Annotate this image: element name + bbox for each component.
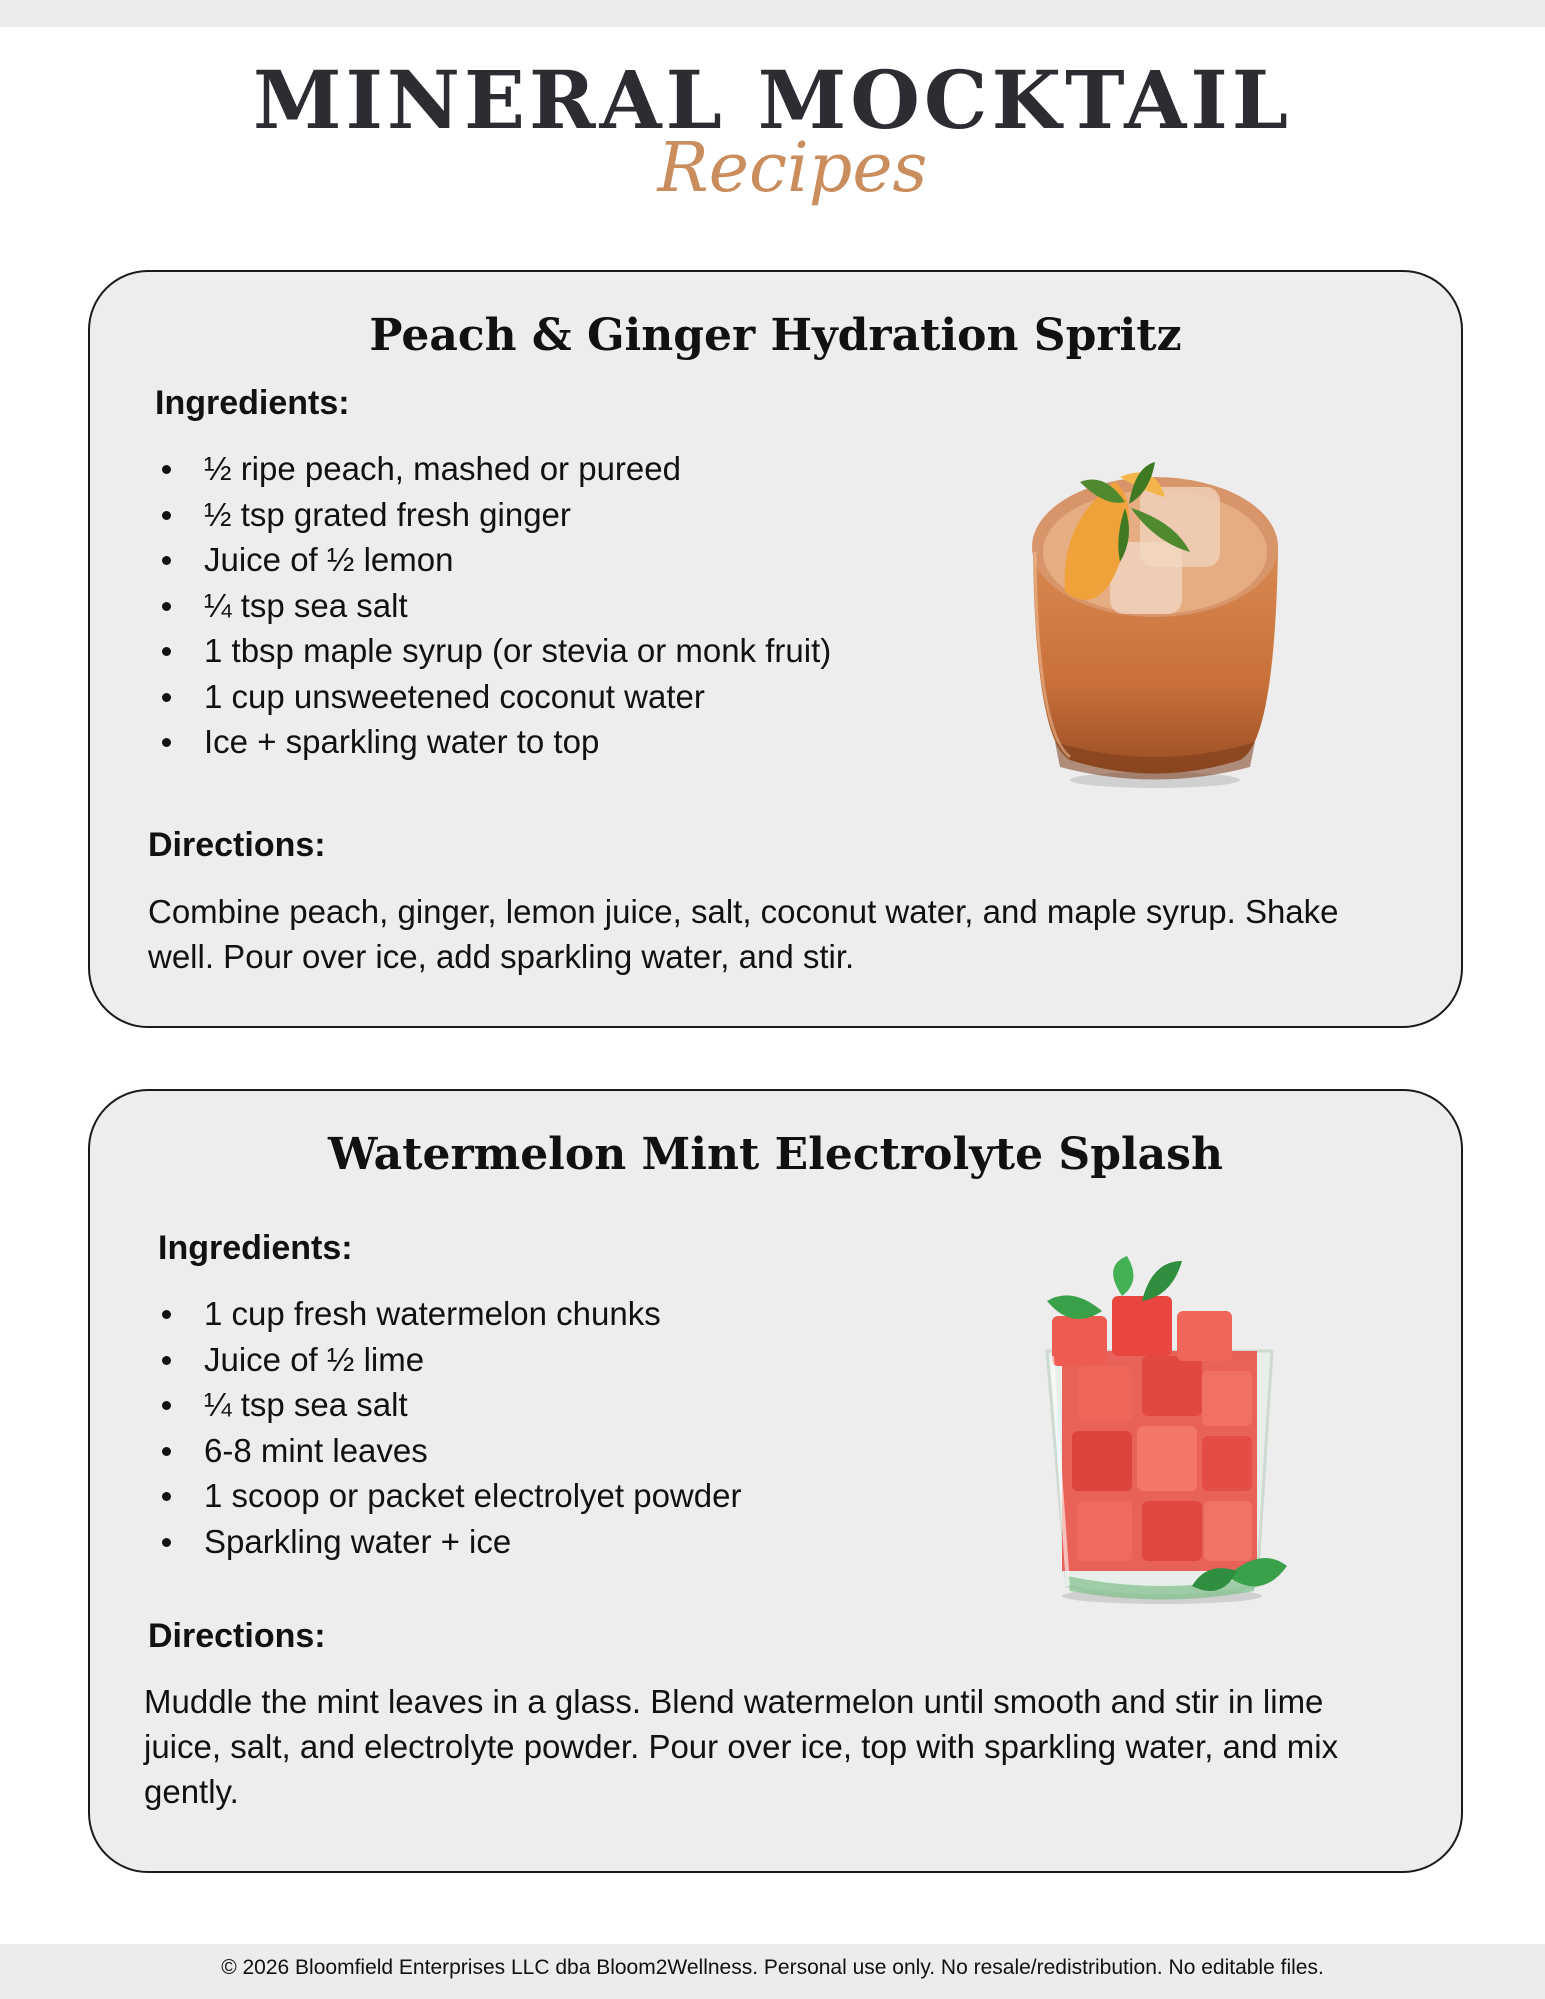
page-title: MINERAL MOCKTAIL bbox=[252, 53, 1293, 147]
ingredients-list bbox=[150, 1291, 741, 1564]
ingredient-item: Ice + sparkling water to top bbox=[150, 719, 831, 765]
directions-heading: Directions: bbox=[148, 826, 326, 864]
ingredient-item: 1 scoop or packet electrolyet powder bbox=[150, 1473, 741, 1519]
top-band bbox=[0, 0, 1545, 27]
ingredient-item: 1 tbsp maple syrup (or stevia or monk fruit) bbox=[150, 628, 831, 674]
watermelon-mocktail-image bbox=[1032, 1256, 1292, 1616]
copyright-footer: © 2026 Bloomfield Enterprises LLC dba Bloom2Wellness. Personal use only. No resale/redistribution. No editable files. bbox=[0, 1944, 1545, 1999]
recipe-card-watermelon-mint bbox=[88, 1089, 1463, 1873]
ingredient-item: ½ ripe peach, mashed or pureed bbox=[150, 446, 831, 492]
recipe-title: Watermelon Mint Electrolyte Splash bbox=[328, 1129, 1223, 1180]
ingredient-item: ¼ tsp sea salt bbox=[150, 1382, 741, 1428]
recipe-card-peach-ginger bbox=[88, 270, 1463, 1028]
page-header bbox=[0, 40, 1545, 250]
ingredient-item: 6-8 mint leaves bbox=[150, 1428, 741, 1474]
ingredients-heading: Ingredients: bbox=[158, 1229, 353, 1267]
directions-text: Muddle the mint leaves in a glass. Blend watermelon until smooth and stir in lime juice, salt, and electrolyte powder. Pour over ice, top with sparkling water, and mix gently. bbox=[144, 1683, 1339, 1810]
page-subtitle: Recipes bbox=[657, 129, 928, 208]
ingredient-item: 1 cup fresh watermelon chunks bbox=[150, 1291, 741, 1337]
ingredients-heading: Ingredients: bbox=[155, 384, 350, 422]
ingredient-item: ¼ tsp sea salt bbox=[150, 583, 831, 629]
ingredients-list bbox=[150, 446, 831, 765]
directions-text: Combine peach, ginger, lemon juice, salt, coconut water, and maple syrup. Shake well. Pour over ice, add sparkling water, and stir. bbox=[148, 893, 1339, 975]
recipe-title: Peach & Ginger Hydration Spritz bbox=[369, 310, 1182, 361]
ingredient-item: ½ tsp grated fresh ginger bbox=[150, 492, 831, 538]
ingredient-item: Sparkling water + ice bbox=[150, 1519, 741, 1565]
peach-mocktail-image bbox=[1025, 442, 1295, 792]
directions-heading: Directions: bbox=[148, 1617, 326, 1655]
ingredient-item: Juice of ½ lime bbox=[150, 1337, 741, 1383]
ingredient-item: 1 cup unsweetened coconut water bbox=[150, 674, 831, 720]
ingredient-item: Juice of ½ lemon bbox=[150, 537, 831, 583]
